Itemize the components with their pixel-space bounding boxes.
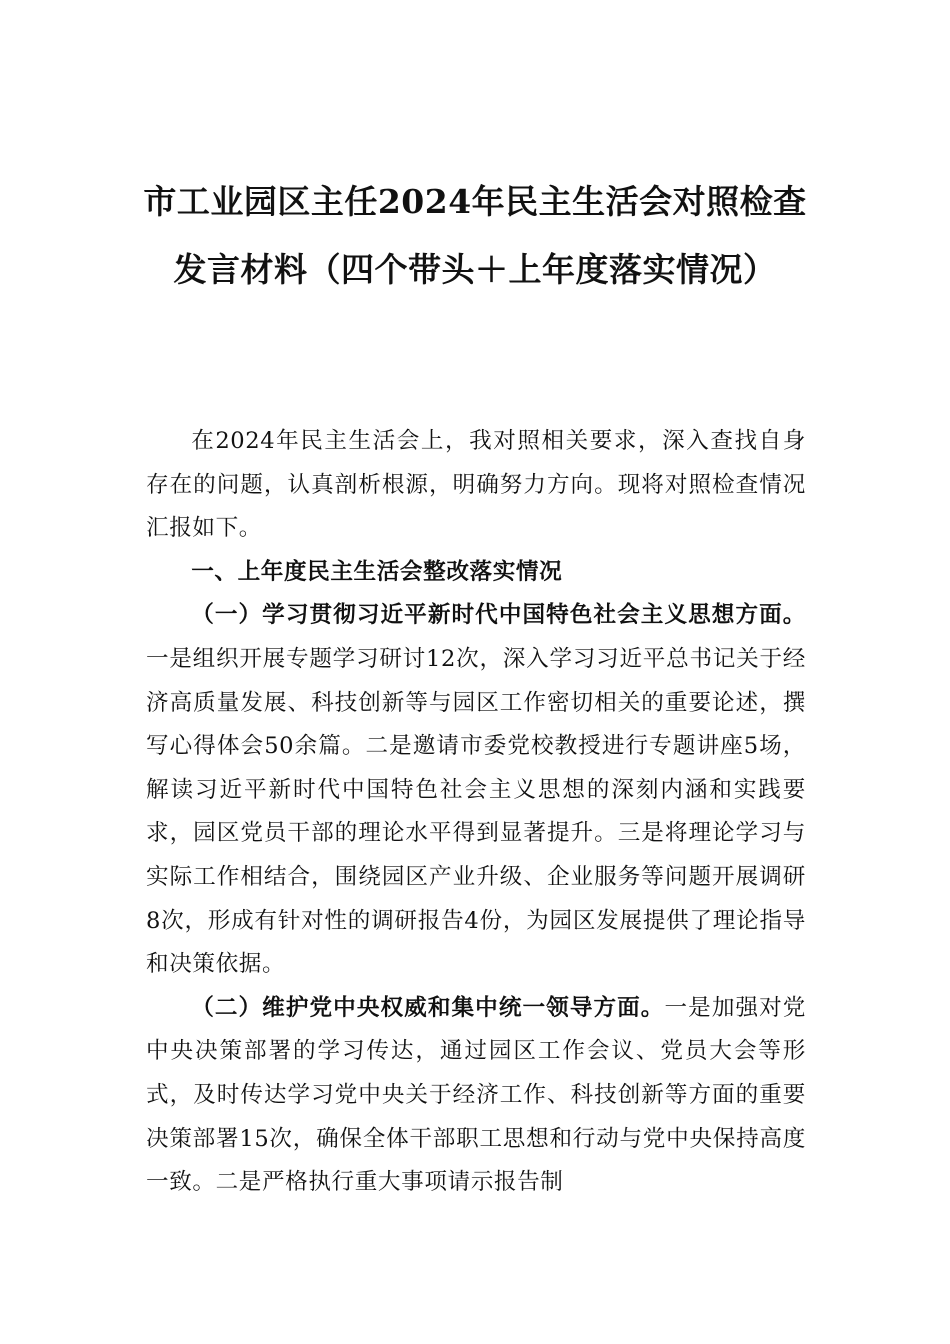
document-body bbox=[146, 420, 806, 1205]
section-heading: 一、上年度民主生活会整改落实情况 bbox=[191, 558, 563, 585]
paragraph-item-2 bbox=[146, 987, 806, 1205]
item-2-text: 一是加强对党中央决策部署的学习传达，通过园区工作会议、党员大会等形式，及时传达学习党中央关于经济工作、科技创新等方面的重要决策部署15次，确保全体干部职工思想和行动与党中央保持高度一致。二是严格执行重大事项请示报告制 bbox=[146, 994, 807, 1196]
document-title: 市工业园区主任2024年民主生活会对照检查发言材料（四个带头＋上年度落实情况） bbox=[143, 182, 807, 289]
item-2-lead: （二）维护党中央权威和集中统一领导方面。 bbox=[191, 994, 665, 1021]
paragraph-item-1 bbox=[146, 594, 806, 986]
intro-paragraph: 在2024年民主生活会上，我对照相关要求，深入查找自身存在的问题，认真剖析根源，明确努力方向。现将对照检查情况汇报如下。 bbox=[146, 428, 806, 542]
item-1-lead: （一）学习贯彻习近平新时代中国特色社会主义思想方面。 bbox=[191, 602, 806, 629]
item-1-text: 一是组织开展专题学习研讨12次，深入学习习近平总书记关于经济高质量发展、科技创新等与园区工作密切相关的重要论述，撰写心得体会50余篇。二是邀请市委党校教授进行专题讲座5场，解读习近平新时代中国特色社会主义思想的深刻内涵和实践要求，园区党员干部的理论水平得到显著提升。三是将理论学习与实际工作相结合，围绕园区产业升级、企业服务等问题开展调研8次，形成有针对性的调研报告4份，为园区发展提供了理论指导和决策依据。 bbox=[146, 645, 806, 978]
